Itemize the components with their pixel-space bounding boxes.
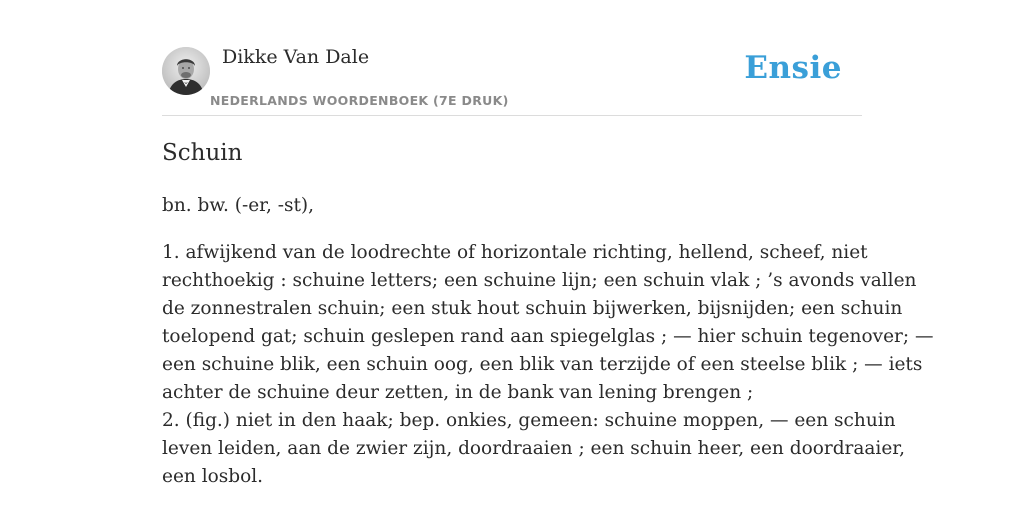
entry-title: Schuin <box>162 140 243 166</box>
author-avatar[interactable] <box>162 47 210 95</box>
definition-line: de zonnestralen schuin; een stuk hout schuin bijwerken, bijsnijden; een schuin <box>162 298 903 319</box>
entry-definition <box>162 239 934 491</box>
entry-grammar: bn. bw. (-er, -st), <box>162 195 315 216</box>
definition-line: een schuine blik, een schuin oog, een blik van terzijde of een steelse blik ; — iets <box>162 354 923 375</box>
definition-line: leven leiden, aan de zwier zijn, doordraaien ; een schuin heer, een doordraaier, <box>162 438 905 459</box>
brand-logo[interactable]: Ensie <box>744 50 842 86</box>
definition-line: 2. (fig.) niet in den haak; bep. onkies, gemeen: schuine moppen, — een schuin <box>162 410 896 431</box>
definition-line: 1. afwijkend van de loodrechte of horizontale richting, hellend, scheef, niet <box>162 242 868 263</box>
author-name[interactable]: Dikke Van Dale <box>222 46 370 68</box>
definition-line: achter de schuine deur zetten, in de bank van lening brengen ; <box>162 382 754 403</box>
header <box>162 0 862 116</box>
definition-line: een losbol. <box>162 466 264 487</box>
dictionary-source[interactable]: NEDERLANDS WOORDENBOEK (7E DRUK) <box>210 93 509 108</box>
definition-line: rechthoekig : schuine letters; een schuine lijn; een schuin vlak ; ’s avonds vallen <box>162 270 917 291</box>
portrait-icon <box>162 47 210 95</box>
page-container <box>162 0 934 487</box>
definition-line: toelopend gat; schuin geslepen rand aan spiegelglas ; — hier schuin tegenover; — <box>162 326 934 347</box>
